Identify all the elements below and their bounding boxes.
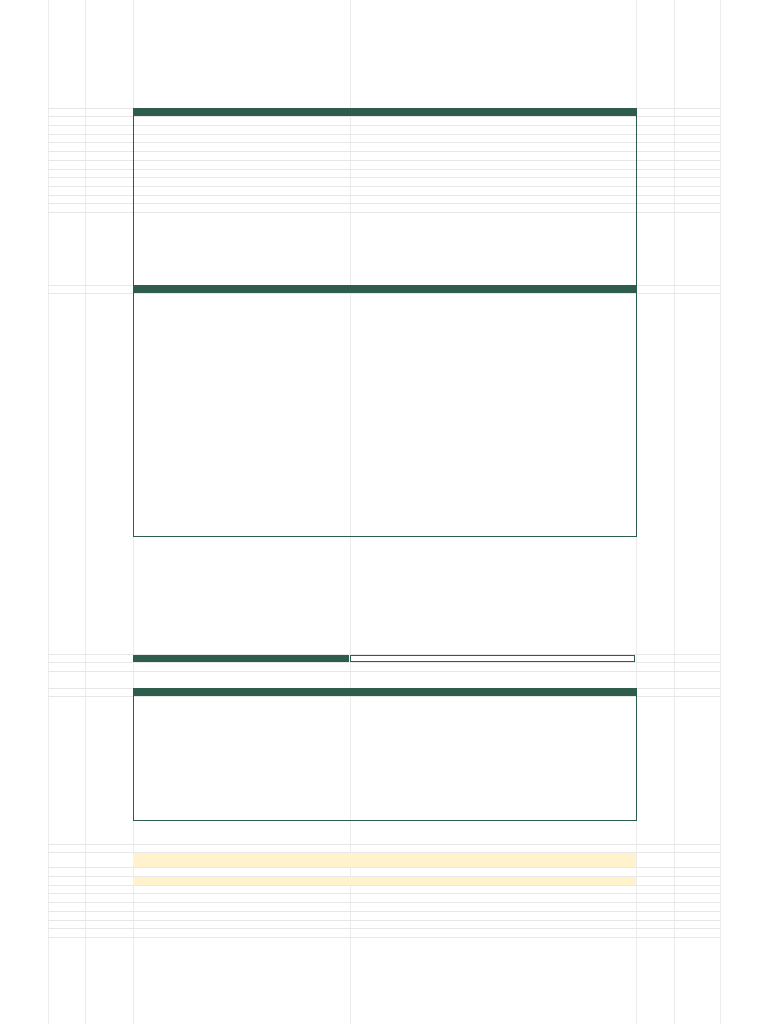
pyq-heading xyxy=(133,836,636,844)
nptel-label xyxy=(135,655,347,663)
pyq-section xyxy=(48,836,720,938)
books-heading xyxy=(133,680,636,688)
pyq-note-line xyxy=(135,877,615,885)
pyq-footnote xyxy=(352,886,720,894)
honorable-label xyxy=(135,853,345,867)
books-section xyxy=(48,680,720,697)
honorable-link[interactable] xyxy=(352,853,632,867)
nptel-section xyxy=(48,646,720,672)
core-section xyxy=(48,277,720,294)
nptel-link[interactable] xyxy=(352,655,632,663)
maths-heading xyxy=(133,100,636,108)
maths-section xyxy=(48,100,720,213)
core-heading xyxy=(133,277,636,285)
